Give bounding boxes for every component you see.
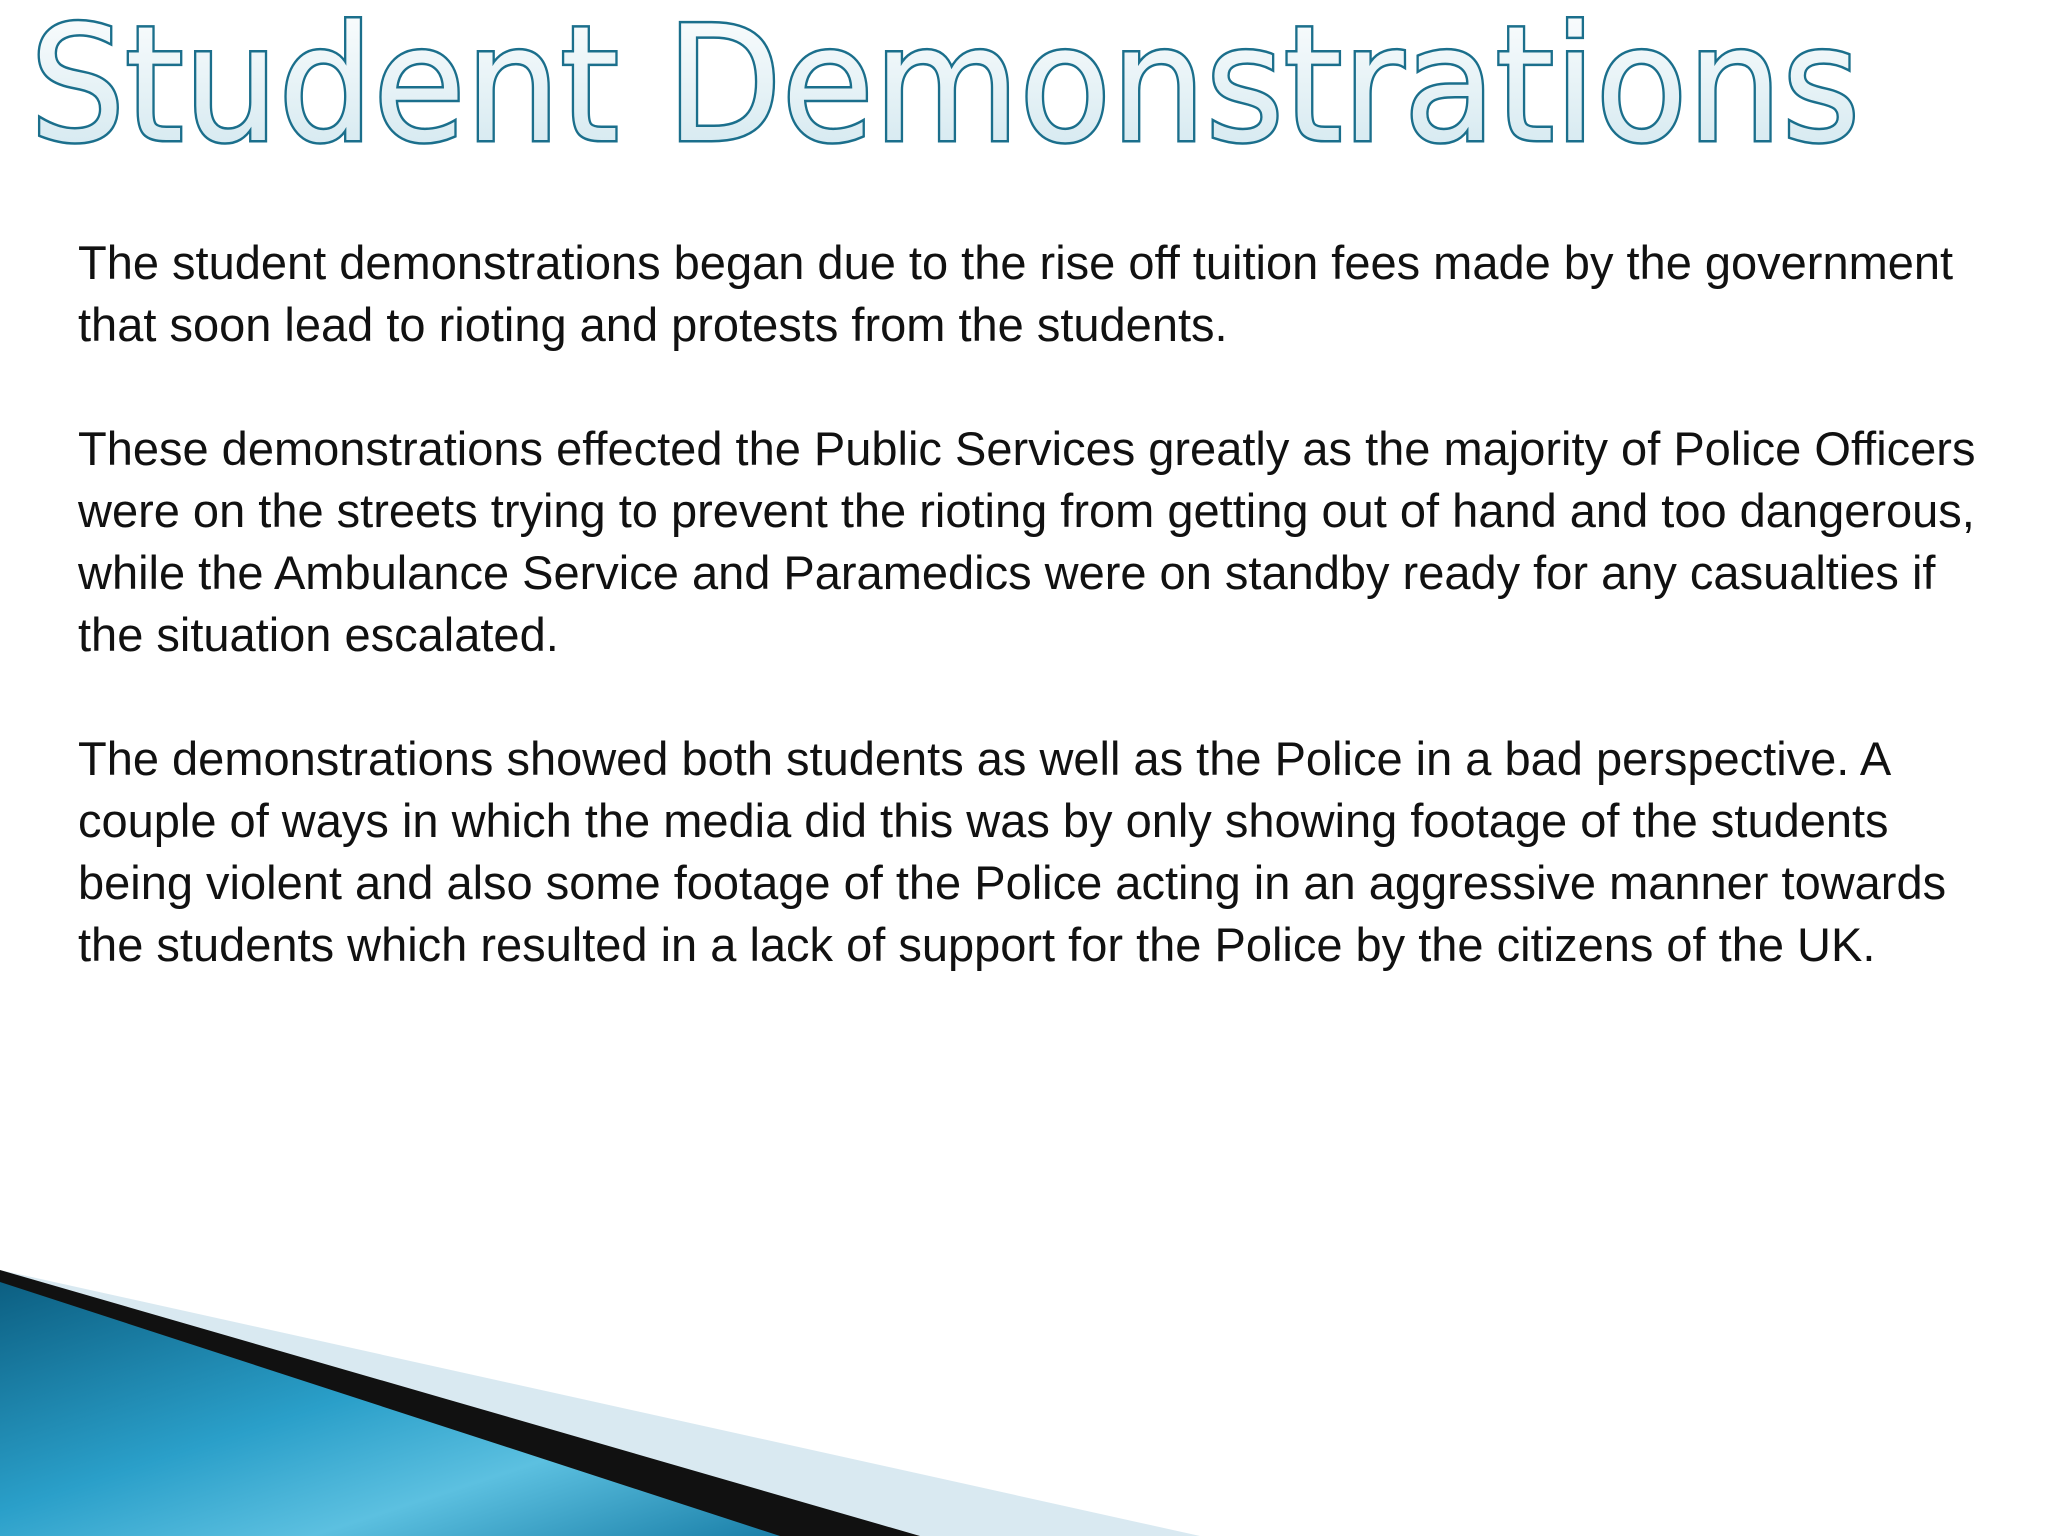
paragraph-media-perspective: The demonstrations showed both students as well as the Police in a bad perspective. A couple of ways in which the media did this was by only showing footage of the students being violent and also some footage of the Police acting in an aggressive manner towards the students which resulted in a lack of support for the Police by the citizens of the UK. [78,732,1947,971]
corner-decoration [0,1270,2048,1536]
slide-title-text: Student Demonstrations [30,0,1860,170]
slide-title [28,0,1988,170]
paragraph-tuition-fees: The student demonstrations began due to the rise off tuition fees made by the government that soon lead to rioting and protests from the students. [78,236,1954,351]
corner-swoosh-graphic [0,1270,2048,1536]
slide-title-graphic [28,0,1988,170]
slide-body [78,232,2008,1038]
paragraph-public-services: These demonstrations effected the Public Services greatly as the majority of Police Officers were on the streets trying to prevent the rioting from getting out of hand and too dangerous, while the Ambulance Service and Paramedics were on standby ready for any casualties if the situation escalated. [78,422,1976,661]
